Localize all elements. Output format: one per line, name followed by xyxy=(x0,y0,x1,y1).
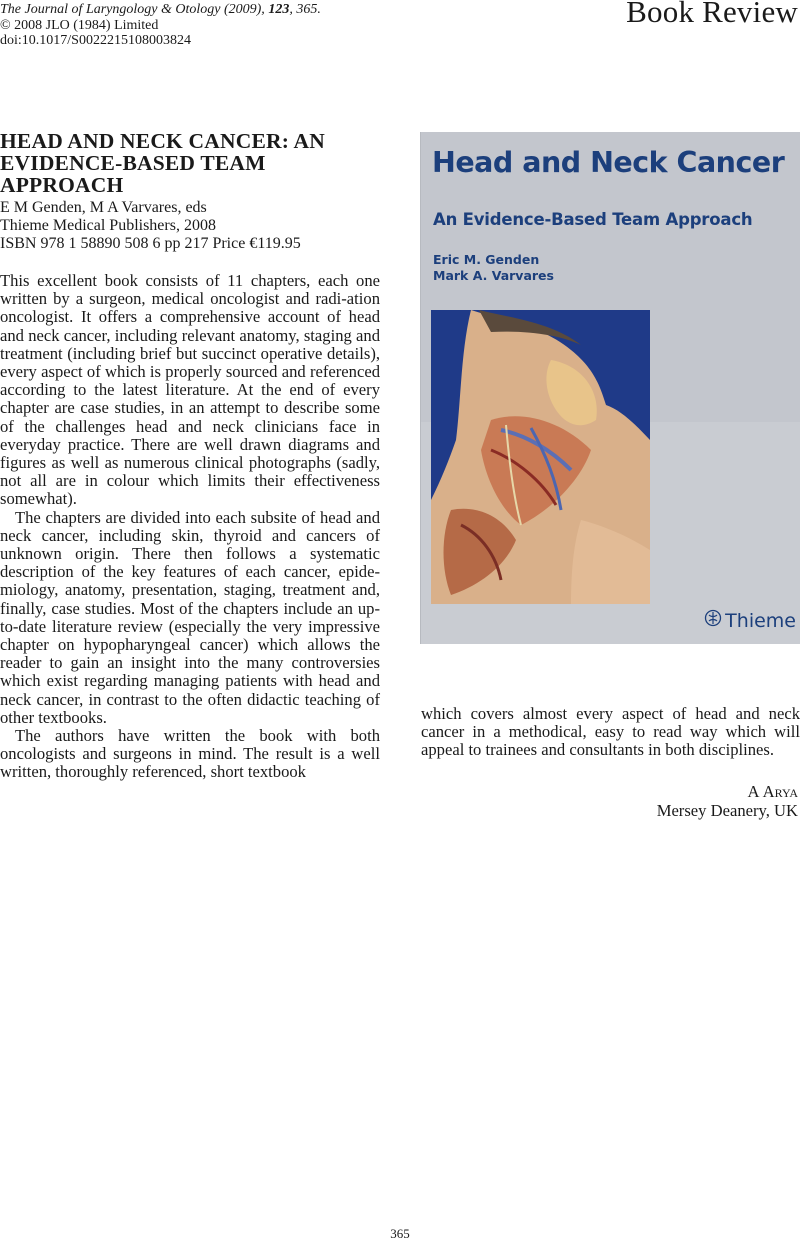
reviewer-name: A Arya xyxy=(747,782,798,801)
paragraph-1: This excellent book consists of 11 chapters, each one written by a surgeon, medical oncologist and radi-ation oncologist. It offers a comprehensive account of head and neck cancer, including relevant anatomy, staging and treatment (including brief but succinct operative details), every aspect of which is properly sourced and referenced according to the latest literature. At the end of every chapter are case studies, in an attempt to describe some of the challenges head and neck clinicians face in everyday practice. There are well drawn diagrams and figures as well as numerous clinical photographs (sadly, not all are in colour which limits their effectiveness somewhat). xyxy=(0,271,380,509)
paragraph-3: The authors have written the book with both oncologists and surgeons in mind. The result is a well written, thoroughly referenced, short textbook xyxy=(0,726,380,782)
left-column xyxy=(0,130,380,782)
cover-title: Head and Neck Cancer xyxy=(432,146,785,179)
reviewer-signature xyxy=(657,783,798,820)
reviewer-affiliation: Mersey Deanery, UK xyxy=(656,800,798,820)
book-cover-image xyxy=(420,132,800,644)
copyright-line: © 2008 JLO (1984) Limited xyxy=(0,17,159,33)
book-isbn: ISBN 978 1 58890 508 6 pp 217 Price €119.95 xyxy=(0,235,301,252)
review-body xyxy=(0,272,380,782)
book-title: HEAD AND NECK CANCER: AN EVIDENCE-BASED TEAM APPROACH xyxy=(0,129,325,197)
journal-citation: The Journal of Laryngology & Otology (2009), 123, 365. xyxy=(0,2,321,17)
book-editors: E M Genden, M A Varvares, eds xyxy=(0,199,207,216)
paragraph-3-continued: which covers almost every aspect of head and neck cancer in a methodical, easy to read way which will appeal to trainees and consultants in both disciplines. xyxy=(421,704,800,760)
section-label: Book Review xyxy=(626,0,798,29)
doi-line: doi:10.1017/S0022215108003824 xyxy=(0,33,191,48)
page-number: 365 xyxy=(390,1226,410,1241)
thieme-logo-icon xyxy=(704,609,722,632)
anatomy-illustration-drawing xyxy=(431,310,650,604)
cover-authors: Eric M. Genden Mark A. Varvares xyxy=(433,252,554,283)
paragraph-2: The chapters are divided into each subsite of head and neck cancer, including skin, thyroid and cancers of unknown origin. There then follows a systematic description of the key features of each cancer, epide-miology, anatomy, presentation, staging, treatment and, finally, case studies. Most of the chapters include an up-to-date literature review (especially the very impressive chapter on hypopharyngeal cancer) which allows the reader to gain an insight into the many controversies which exist regarding managing patients with head and neck cancer, in contrast to the often didactic teaching of other textbooks. xyxy=(0,507,380,727)
anatomy-illustration xyxy=(431,310,650,604)
book-metadata xyxy=(0,199,380,253)
cover-publisher: Thieme xyxy=(704,609,796,632)
cover-subtitle: An Evidence-Based Team Approach xyxy=(433,210,753,229)
journal-header xyxy=(0,2,321,49)
book-publisher: Thieme Medical Publishers, 2008 xyxy=(0,217,216,234)
right-column-text xyxy=(421,705,800,760)
